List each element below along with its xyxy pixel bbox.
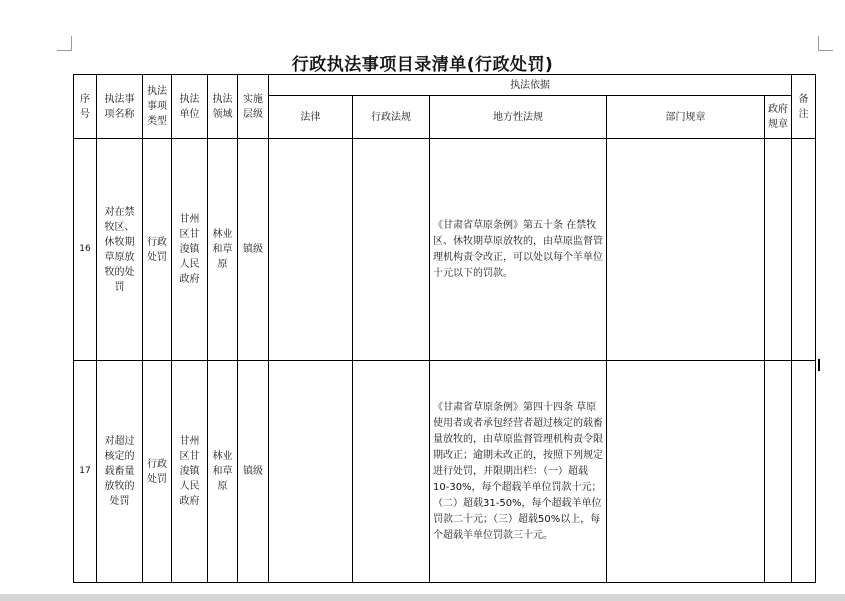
- cell-admin-reg: [353, 139, 430, 361]
- cell-field: 林业和草原: [208, 139, 238, 361]
- header-unit: 执法单位: [172, 75, 208, 139]
- text-cursor: [818, 359, 820, 371]
- page-corner-mark-right: [818, 36, 833, 51]
- cell-field: 林业和草原: [208, 361, 238, 583]
- cell-seq: 16: [74, 139, 97, 361]
- cell-admin-reg: [353, 361, 430, 583]
- cell-dept-rule: [607, 361, 765, 583]
- header-local-reg: 地方性法规: [430, 96, 607, 139]
- header-law: 法律: [269, 96, 353, 139]
- header-dept-rule: 部门规章: [607, 96, 765, 139]
- cell-unit: 甘州区甘浚镇人民政府: [172, 361, 208, 583]
- enforcement-table: [73, 74, 816, 583]
- cell-local-reg: 《甘肃省草原条例》第四十四条 草原使用者或者承包经营者超过核定的载畜量放牧的，由草原监督管理机构责令限期改正；逾期未改正的，按照下列规定进行处罚，并限期出栏：（一）超载10-30%，每个超载羊单位罚款十元；（二）超载31-50%，每个超载羊单位罚款二十元；（三）超载50%以上，每个超载羊单位罚款三十元。: [430, 361, 607, 583]
- cell-gov-rule: [765, 139, 792, 361]
- header-admin-reg: 行政法规: [353, 96, 430, 139]
- page-corner-mark-left: [57, 36, 72, 51]
- cell-item-name: 对在禁牧区、休牧期草原放牧的处罚: [97, 139, 143, 361]
- page-title: 行政执法事项目录清单(行政处罚): [291, 55, 554, 75]
- header-basis-group: 执法依据: [269, 75, 792, 96]
- cell-level: 镇级: [238, 361, 269, 583]
- header-row-1: [74, 75, 816, 96]
- cell-type: 行政处罚: [143, 139, 172, 361]
- cell-law: [269, 361, 353, 583]
- table-row: [74, 361, 816, 583]
- cell-seq: 17: [74, 361, 97, 583]
- page-bottom-edge: [0, 594, 845, 601]
- header-gov-rule: 政府规章: [765, 96, 792, 139]
- cell-type: 行政处罚: [143, 361, 172, 583]
- header-level: 实施层级: [238, 75, 269, 139]
- cell-local-reg: 《甘肃省草原条例》第五十条 在禁牧区、休牧期草原放牧的，由草原监督管理机构责令改正，可以处以每个羊单位十元以下的罚款。: [430, 139, 607, 361]
- header-remark: 备注: [792, 75, 816, 139]
- header-item-name: 执法事项名称: [97, 75, 143, 139]
- table-row: [74, 139, 816, 361]
- cell-item-name: 对超过核定的载畜量放牧的处罚: [97, 361, 143, 583]
- header-seq: 序号: [74, 75, 97, 139]
- cell-level: 镇级: [238, 139, 269, 361]
- cell-dept-rule: [607, 139, 765, 361]
- cell-remark: [792, 139, 816, 361]
- header-field: 执法领域: [208, 75, 238, 139]
- cell-gov-rule: [765, 361, 792, 583]
- cell-law: [269, 139, 353, 361]
- header-type: 执法事项类型: [143, 75, 172, 139]
- cell-unit: 甘州区甘浚镇人民政府: [172, 139, 208, 361]
- cell-remark: [792, 361, 816, 583]
